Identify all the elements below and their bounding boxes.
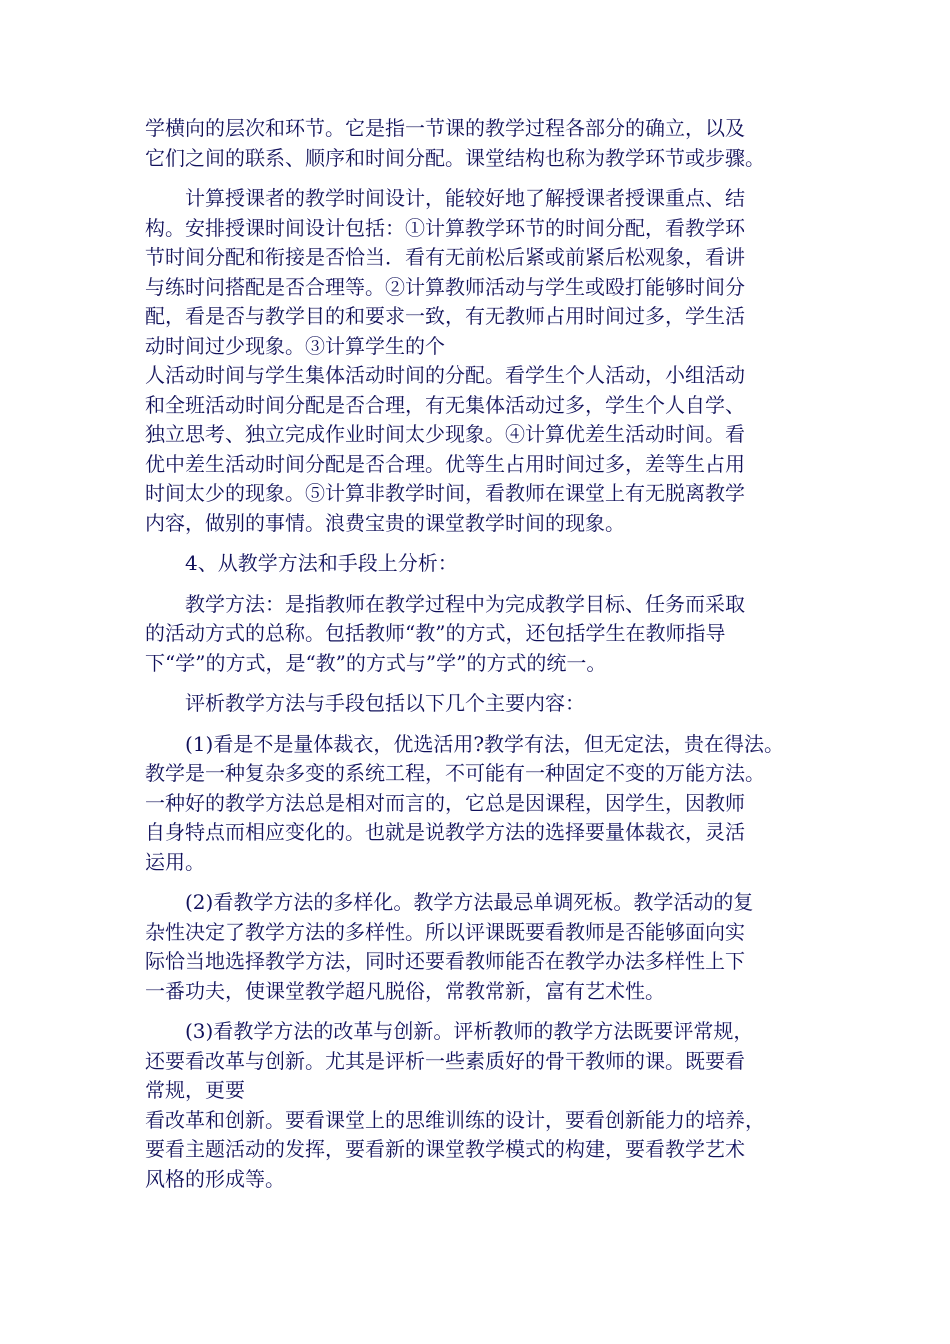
- text-line: 时间太少的现象。⑤计算非教学时间，看教师在课堂上有无脱离教学: [145, 481, 745, 505]
- paragraph-p1: [145, 114, 825, 173]
- paragraph-p4: [145, 590, 825, 679]
- text-line: 内容，做别的事情。浪费宝贵的课堂教学时间的现象。: [145, 510, 625, 535]
- text-line: (1)看是不是量体裁衣，优选活用?教学有法，但无定法，贵在得法。: [185, 731, 785, 756]
- paragraph-p2: [145, 184, 825, 538]
- text-line: 还要看改革与创新。尤其是评析一些素质好的骨干教师的课。既要看: [145, 1048, 745, 1073]
- text-line: 4、从教学方法和手段上分析：: [185, 551, 458, 575]
- text-line: 一番功夫，使课堂教学超凡脱俗，常教常新，富有艺术性。: [145, 978, 665, 1003]
- text-line: (3)看教学方法的改革与创新。评析教师的教学方法既要评常规，: [185, 1019, 754, 1043]
- paragraph-p5: [145, 689, 825, 719]
- text-line: 动时间过少现象。③计算学生的个: [145, 333, 445, 358]
- text-line: 的活动方式的总称。包括教师“教”的方式，还包括学生在教师指导: [145, 621, 726, 645]
- text-line: 构。安排授课时间设计包括：①计算教学环节的时间分配，看教学环: [145, 215, 745, 240]
- document-page: [145, 114, 825, 1205]
- text-line: 教学方法：是指教师在教学过程中为完成教学目标、任务而采取: [185, 591, 745, 616]
- text-line: 教学是一种复杂多变的系统工程，不可能有一种固定不变的万能方法。: [145, 761, 765, 785]
- text-line: 际恰当地选择教学方法，同时还要看教师能否在教学办法多样性上下: [145, 949, 745, 973]
- text-line: 计算授课者的教学时间设计，能较好地了解授课者授课重点、结: [185, 186, 745, 210]
- paragraph-p3: [145, 549, 825, 579]
- text-line: 杂性决定了教学方法的多样性。所以评课既要看教师是否能够面向实: [145, 919, 745, 944]
- text-line: 和全班活动时间分配是否合理，有无集体活动过多，学生个人自学、: [145, 392, 745, 417]
- text-line: 下“学”的方式，是“教”的方式与”学”的方式的统一。: [145, 650, 607, 675]
- paragraph-p7: [145, 888, 825, 1006]
- text-line: 常规，更要: [145, 1078, 245, 1102]
- text-line: 独立思考、独立完成作业时间太少现象。④计算优差生活动时间。看: [145, 422, 745, 446]
- text-line: 要看主题活动的发挥，要看新的课堂教学模式的构建，要看教学艺术: [145, 1137, 745, 1161]
- text-line: 它们之间的联系、顺序和时间分配。课堂结构也称为教学环节或步骤。: [145, 145, 765, 170]
- text-line: 评析教学方法与手段包括以下几个主要内容：: [185, 691, 585, 715]
- text-line: 看改革和创新。要看课堂上的思维训练的设计，要看创新能力的培养，: [145, 1107, 765, 1132]
- text-line: 运用。: [145, 849, 205, 874]
- paragraph-p6: [145, 730, 825, 878]
- text-line: 一种好的教学方法总是相对而言的，它总是因课程，因学生，因教师: [145, 790, 745, 815]
- text-line: 与练时问搭配是否合理等。②计算教师活动与学生或殴打能够时间分: [145, 274, 745, 299]
- text-line: 节时间分配和衔接是否恰当．看有无前松后紧或前紧后松观象，看讲: [145, 245, 745, 269]
- text-line: 风格的形成等。: [145, 1166, 285, 1191]
- text-line: 学横向的层次和环节。它是指一节课的教学过程各部分的确立，以及: [145, 116, 745, 140]
- text-line: (2)看教学方法的多样化。教学方法最忌单调死板。教学活动的复: [185, 890, 754, 914]
- text-line: 配，看是否与教学目的和要求一致，有无教师占用时间过多，学生活: [145, 304, 745, 328]
- paragraph-p8: [145, 1017, 825, 1194]
- text-line: 优中差生活动时间分配是否合理。优等生占用时间过多，差等生占用: [145, 451, 745, 476]
- text-line: 自身特点而相应变化的。也就是说教学方法的选择要量体裁衣，灵活: [145, 820, 745, 844]
- text-line: 人活动时间与学生集体活动时间的分配。看学生个人活动，小组活动: [145, 363, 745, 387]
